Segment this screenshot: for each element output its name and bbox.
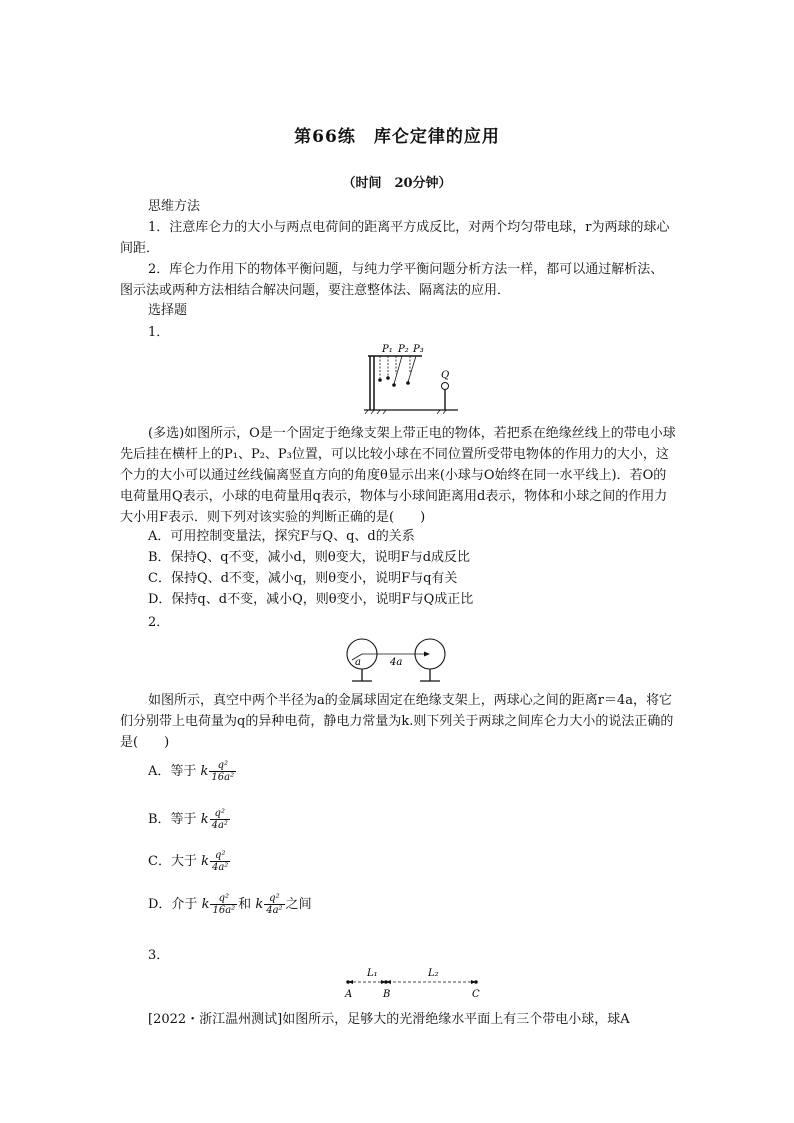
q2-option-b [148,808,231,831]
section-heading: 选择题 [148,303,188,318]
q2-option-d-k2: k [255,897,264,912]
fig2-label-radius: a [355,657,361,668]
fraction-numerator: q² [217,760,228,771]
q2-option-d-fraction-1 [210,893,237,916]
q2-option-c-prefix: C．大于 [148,854,197,869]
q1-option-b: B．保持Q、q不变，减小d，则θ变大，说明F与d成反比 [148,550,471,565]
q2-option-b-prefix: B．等于 [148,812,197,827]
q2-option-b-fraction [210,808,230,831]
fig1-label-p3: P₃ [413,344,424,355]
fig3-label-a: A [345,989,353,1000]
q2-option-d [148,893,312,916]
q2-option-c [148,850,231,873]
fraction-numerator: q² [214,850,226,861]
question-1-number: 1． [148,325,170,340]
q2-option-d-suffix: 之间 [285,897,312,912]
fraction-numerator: q² [269,893,280,904]
fig3-label-l2: L₂ [428,968,439,979]
q2-option-b-k: k [200,812,209,827]
question-3-stem: [2022・浙江温州测试]如图所示，足够大的光滑绝缘水平面上有三个带电小球，球A [148,1012,630,1027]
q2-option-c-k: k [201,854,209,869]
q1-figure [360,342,460,414]
question-3-number: 3． [148,948,170,963]
q2-option-a [148,760,237,783]
q2-option-d-prefix: D．介于 [148,897,198,912]
fraction-numerator: q² [218,893,230,904]
fraction-denominator: 4a² [211,862,229,873]
fraction-denominator: 16a² [212,905,236,916]
fraction-denominator: 4a² [211,820,228,831]
fig1-label-p1: P₁ [382,344,393,355]
fig3-label-c: C [472,989,480,1000]
q1-option-c: C．保持Q、d不变，减小q，则θ变小，说明F与q有关 [148,571,458,586]
q1-option-d: D．保持q、d不变，减小Q，则θ变小，说明F与Q成正比 [148,592,474,607]
fig1-label-q: Q [441,370,450,381]
time-limit: （时间 20分钟） [342,176,452,191]
method-item-2: 2．库仑力作用下的物体平衡问题，与纯力学平衡问题分析方法一样，都可以通过解析法、图示法或两种方法相结合解决问题，要注意整体法、隔离法的应用． [120,262,664,298]
fig2-label-distance: 4a [390,657,403,668]
fig3-label-l1: L₁ [367,968,378,979]
q2-option-d-fraction-2 [264,893,284,916]
q2-option-c-fraction [210,850,230,873]
fraction-denominator: 16a² [211,772,235,783]
q2-option-a-k: k [200,764,209,779]
question-2-stem: 如图所示，真空中两个半径为a的金属球固定在绝缘支架上，两球心之间的距离r＝4a，将它们分别带上电荷量为q的异种电荷，静电力常量为k.则下列关于两球之间库仑力大小的说法正确的是( ) [120,693,674,750]
fraction-numerator: q² [214,808,225,819]
question-2-number: 2． [148,615,170,630]
page-title: 第66练 库仑定律的应用 [294,127,500,147]
q2-option-d-k1: k [201,897,210,912]
q3-figure [336,962,486,1004]
q2-option-d-connector: 和 [238,897,252,912]
fig3-label-b: B [383,989,391,1000]
q1-option-a: A．可用控制变量法，探究F与Q、q、d的关系 [148,529,415,544]
question-1-stem: (多选)如图所示，O是一个固定于绝缘支架上带正电的物体，若把系在绝缘丝线上的带电小球先后挂在横杆上的P₁、P₂、P₃位置，可以比较小球在不同位置所受带电物体的作用力的大小，这个力的大小可以通过丝线偏离竖直方向的角度θ显示出来(小球与O始终在同一水平线上)．若O的电荷量用Q表示，小球的电荷量用q表示，物体与小球间距离用d表示，物体和小球之间的作用力大小用F表示．则下列对该实验的判断正确的是( ) [120,426,676,525]
method-item-1: 1．注意库仑力的大小与两点电荷间的距离平方成反比，对两个均匀带电球，r为两球的球心间距． [120,220,670,256]
fig1-label-p2: P₂ [398,344,409,355]
methods-heading: 思维方法 [148,199,201,214]
q2-figure [342,634,454,686]
fraction-denominator: 4a² [266,905,283,916]
q2-option-a-prefix: A．等于 [148,764,197,779]
q2-option-a-fraction [209,760,236,783]
